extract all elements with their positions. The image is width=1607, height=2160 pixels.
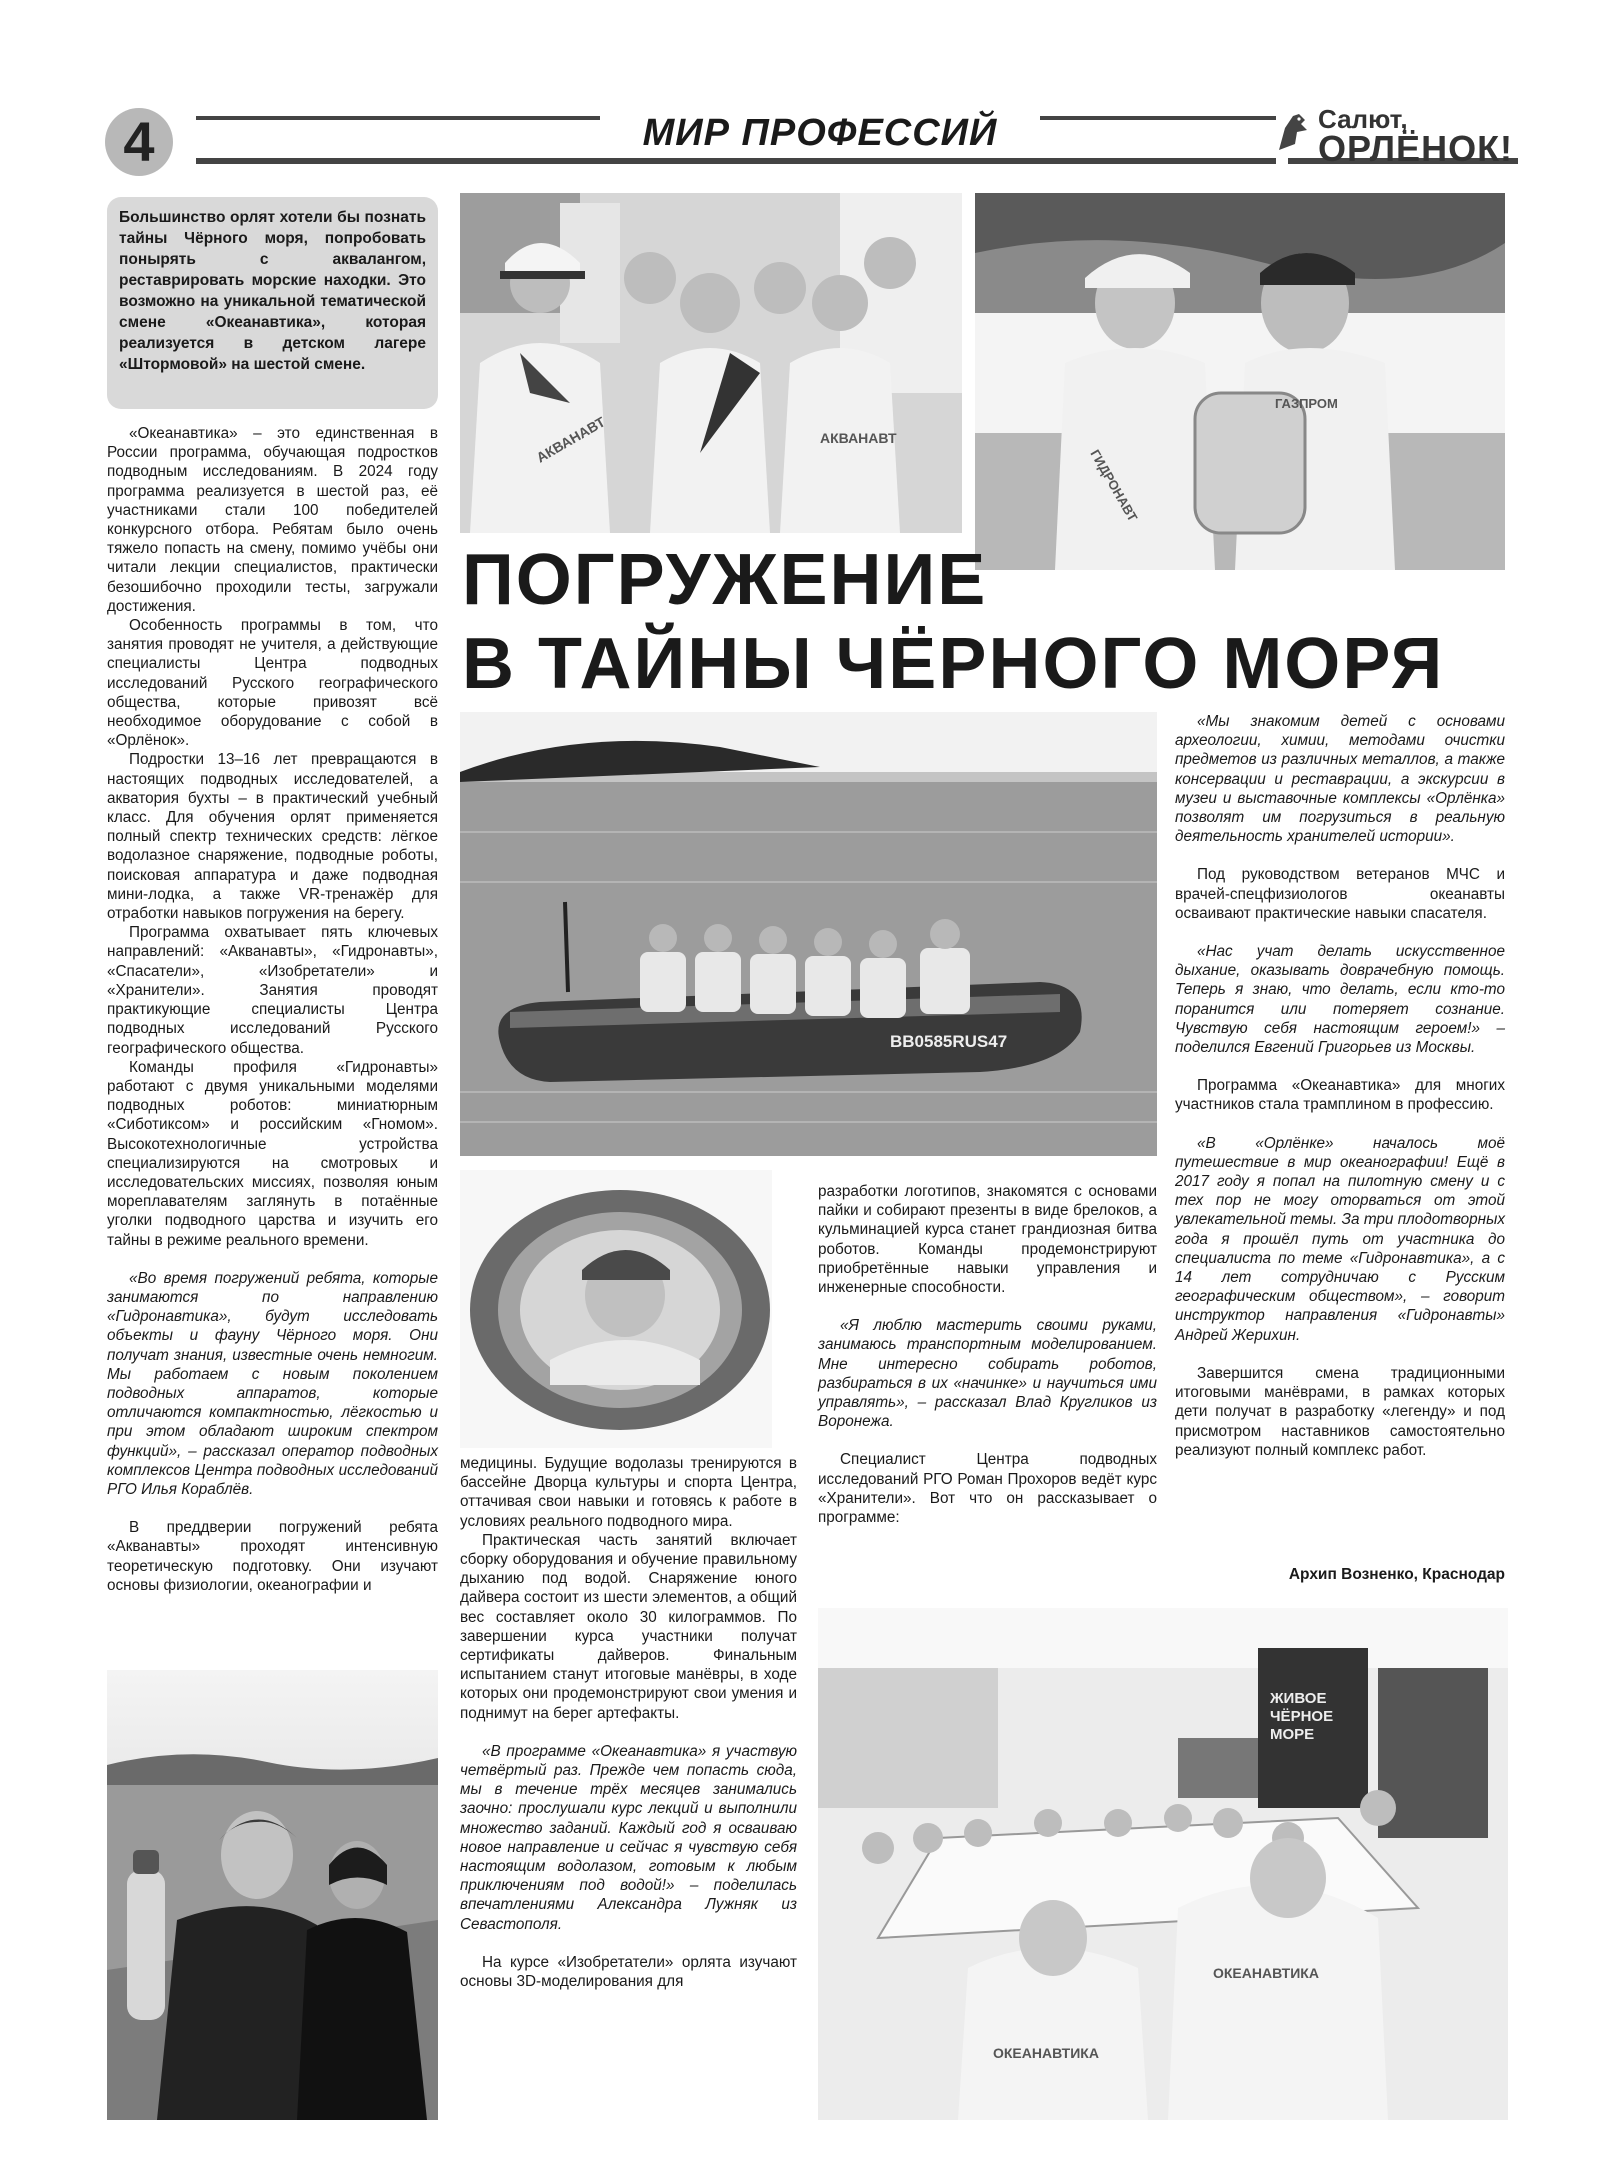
shirt-text: ОКЕАНАВТИКА [993, 2045, 1099, 2061]
paragraph: Программа охватывает пять ключевых направлений: «Акванавты», «Гидронавты», «Спасатели», «Изобретатели» и «Хранители». Занятия проводят практикующие специалисты Центра подводных исследований Русского географического общества. [107, 924, 438, 1057]
paragraph: Подростки 13–16 лет превращаются в настоящих подводных исследователей, а акватория бухты – в практический учебный класс. Для обучения орлят применяется полный спектр технических средств: лёгкое водолазное снаряжение, подводные роботы, поисковая аппаратура и даже подводная мини-лодка, а также VR-тренажёр для отработки навыков погружения на берегу. [107, 751, 438, 923]
paragraph: Специалист Центра подводных исследований РГО Роман Прохоров ведёт курс «Хранители». Вот что он рассказывает о программе: [818, 1451, 1157, 1527]
headline [462, 538, 1502, 706]
paragraph: На курсе «Изобретатели» орлята изучают основы 3D-моделирования для [460, 1953, 797, 1991]
photo-boy-in-tube [460, 1170, 772, 1448]
quote-paragraph: «Я люблю мастерить своими руками, занимаюсь транспортным моделированием. Мне интересно собирать роботов, разбираться в их «начинке» и научиться ими управлять», – рассказал Влад Кругликов из Воронежа. [818, 1317, 1157, 1431]
column-1 [107, 424, 438, 1595]
page-number: 4 [105, 108, 173, 176]
paragraph: Особенность программы в том, что занятия проводят не учителя, а действующие специалисты Центра подводных исследований Русского географического общества, которые привозят всё необходимое оборудование с собой в «Орлёнок». [107, 617, 438, 750]
shirt-text: ОКЕАНАВТИКА [1213, 1965, 1319, 1981]
quote-paragraph: «Нас учат делать искусственное дыхание, оказывать доврачебную помощь. Теперь я знаю, что делать, если кто-то поранится или потеряет сознание. Чувствую себя настоящим героем!» – поделился Евгений Григорьев из Москвы. [1175, 943, 1505, 1057]
shirt-text: ГАЗПРОМ [1275, 396, 1338, 411]
column-2 [460, 1454, 797, 1991]
photo-divers [107, 1670, 438, 2120]
photo-boat [460, 712, 1157, 1156]
eagle-logo-icon [1275, 110, 1311, 154]
column-4 [1175, 712, 1505, 1460]
headline-line1: ПОГРУЖЕНИЕ [462, 540, 988, 620]
paragraph: Практическая часть занятий включает сборку оборудования и обучение правильному дыханию под водой. Снаряжение юного дайвера состоит из шести элементов, а общий вес составляет около 30 килограммов. По завершении курса участники получат сертификаты дайверов. Финальным испытанием станут итоговые манёвры, в ходе которых они продемонстрируют свои умения и поднимут на берег артефакты. [460, 1531, 797, 1722]
paragraph: В преддверии погружений ребята «Акванавты» проходят интенсивную теоретическую подготовку. Они изучают основы физиологии, океанографии и [107, 1519, 438, 1594]
quote-paragraph: «В программе «Океанавтика» я участвую четвёртый раз. Прежде чем попасть сюда, мы в течение трёх месяцев занимались заочно: прослушали курс лекций и выполнили множество заданий. Каждый год я осваиваю новое направление и сейчас я чувствую себя настоящим водолазом, готовым к любым приключениям под водой!» – поделилась впечатлениями Александра Лужняк из Севастополя. [460, 1742, 797, 1933]
section-title: МИР ПРОФЕССИЙ [600, 112, 1040, 155]
quote-paragraph: «В «Орлёнке» началось моё путешествие в мир океанографии! Ещё в 2017 году я попал на пилотную смену и с тех пор не могу оторваться от этой увлекательной темы. За три плодотворных года я прошёл путь от участника до специалиста по теме «Гидронавтика», а с 14 лет сотрудничаю с Русским географическим обществом», – говорит инструктор направления «Гидронавты» Андрей Жерихин. [1175, 1134, 1505, 1344]
logo-line1: Салют, [1318, 104, 1408, 134]
headline-line2: В ТАЙНЫ ЧЁРНОГО МОРЯ [462, 624, 1445, 704]
logo-line2: ОРЛЁНОК! [1318, 128, 1514, 169]
paragraph: Под руководством ветеранов МЧС и врачей-спецфизиологов океанавты осваивают практические навыки спасателя. [1175, 866, 1505, 922]
paragraph: Программа «Океанавтика» для многих участников стала трамплином в профессию. [1175, 1077, 1505, 1114]
column-3 [818, 1182, 1157, 1527]
shirt-text: АКВАНАВТ [820, 430, 897, 446]
photo-hydronauts-vests [975, 193, 1505, 570]
photo-classroom [818, 1608, 1508, 2120]
paragraph: медицины. Будущие водолазы тренируются в бассейне Дворца культуры и спорта Центра, оттачивая свои навыки и готовясь к работе в условиях реального подводного мира. [460, 1455, 797, 1530]
paragraph: разработки логотипов, знакомятся с основами пайки и собирают презенты в виде брелоков, а кульминацией курса станет грандиозная битва роботов. Команды продемонстрируют приобретённые навыки управления и инженерные способности. [818, 1183, 1157, 1297]
header-rule-bottom [196, 158, 1276, 164]
poster-text: ЧЁРНОЕ [1270, 1708, 1334, 1725]
quote-paragraph: «Во время погружений ребята, которые занимаются по направлению «Гидронавтика», будут исследовать объекты и фауну Чёрного моря. Они получат знания, известные очень немногим. Мы работаем с новым поколением подводных аппаратов, которые отличаются компактностью, лёгкостью и при этом обладают широким спектром функций», – рассказал оператор подводных комплексов Центра подводных исследований РГО Илья Кораблёв. [107, 1269, 438, 1498]
poster-text: ЖИВОЕ [1270, 1690, 1327, 1707]
paragraph: Команды профиля «Гидронавты» работают с двумя уникальными моделями подводных роботов: миниатюрным «Сиботиксом» и российским «Гномом». Высокотехнологичные устройства специализируются на смотровых и исследовательских миссиях, позволяя юным мореплавателям заглянуть в потаённые уголки подводного царства и изучить его тайны в режиме реального времени. [107, 1058, 438, 1249]
photo-aquanauts-group [460, 193, 962, 533]
shirt-text: ГИДРОНАВТ [1087, 447, 1141, 524]
poster-text: МОРЕ [1270, 1726, 1315, 1743]
paragraph: «Океанавтика» – это единственная в России программа, обучающая подростков подводным исследованиям. В 2024 году программа реализуется в шестой раз, её участниками стали 100 победителей конкурсного отбора. Ребятам было очень тяжело попасть на смену, помимо учёбы они читали лекции специалистов, практически безошибочно проходили тесты, загружали достижения. [107, 425, 438, 615]
boat-registration: BB0585RUS47 [890, 1032, 1008, 1051]
author-byline: Архип Возненко, Краснодар [1288, 1566, 1505, 1583]
paragraph: Завершится смена традиционными итоговыми манёврами, в рамках которых дети получат в разработку «легенду» и под присмотром наставников самостоятельно реализуют полный комплекс работ. [1175, 1364, 1505, 1459]
shirt-text: АКВАНАВТ [533, 413, 608, 466]
quote-paragraph: «Мы знакомим детей с основами археологии, химии, методами очистки предметов из различных металлов, а также консервации и реставрации, а экскурсии в музеи и выставочные комплексы «Орлёнка» позволят им погрузиться в реальную деятельность хранителей истории». [1175, 713, 1505, 846]
lead-paragraph: Большинство орлят хотели бы познать тайны Чёрного моря, попробовать понырять с аквалангом, реставрировать морские находки. Это возможно на уникальной тематической смене «Океанавтика», которая реализуется в детском лагере «Штормовой» на шестой смене. [107, 197, 438, 409]
